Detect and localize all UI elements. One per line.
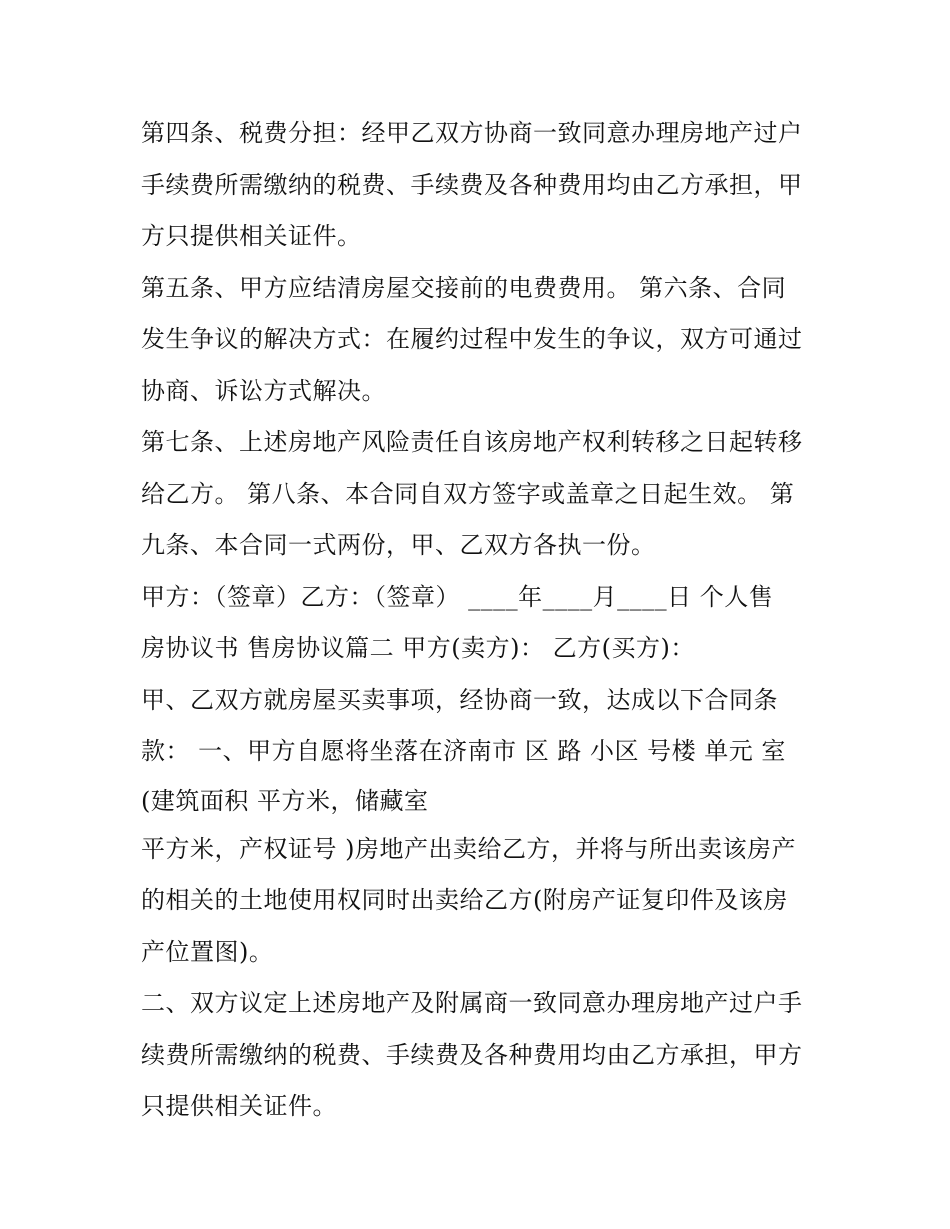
text-line: 续费所需缴纳的税费、手续费及各种费用均由乙方承担，甲方 [141, 1040, 803, 1069]
text-line: 平方米，产权证号 )房地产出卖给乙方，并将与所出卖该房产 [141, 834, 796, 863]
text-line: 的相关的土地使用权同时出卖给乙方(附房产证复印件及该房 [141, 886, 788, 914]
text-line: 协商、诉讼方式解决。 [141, 376, 386, 405]
text-line: 二、双方议定上述房地产及附属商一致同意办理房地产过户手 [141, 989, 803, 1017]
text-line: 九条、本合同一式两份，甲、乙双方各执一份。 [141, 531, 656, 559]
text-line: 给乙方。 第八条、本合同自双方签字或盖章之日起生效。 第 [141, 479, 795, 508]
text-line: 只提供相关证件。 [141, 1092, 337, 1120]
text-line: 房协议书 售房协议篇二 甲方(卖方)： 乙方(买方)： [141, 634, 695, 662]
text-line: 手续费所需缴纳的税费、手续费及各种费用均由乙方承担，甲 [141, 170, 803, 199]
text-line: 方只提供相关证件。 [141, 222, 362, 250]
text-line: (建筑面积 平方米，储藏室 [141, 786, 429, 815]
text-line: 第四条、税费分担：经甲乙双方协商一致同意办理房地产过户 [141, 119, 803, 147]
text-line: 甲方：（签章）乙方：（签章） ____年____月____日 个人售 [141, 582, 774, 611]
text-line: 发生争议的解决方式：在履约过程中发生的争议，双方可通过 [141, 325, 803, 353]
document-body [141, 108, 821, 1133]
text-line: 款： 一、甲方自愿将坐落在济南市 区 路 小区 号楼 单元 室 [141, 737, 786, 765]
text-line: 产位置图)。 [141, 937, 274, 966]
text-line: 第五条、甲方应结清房屋交接前的电费费用。 第六条、合同 [141, 273, 787, 302]
text-line: 甲、乙双方就房屋买卖事项，经协商一致，达成以下合同条 [141, 685, 778, 714]
text-line: 第七条、上述房地产风险责任自该房地产权利转移之日起转移 [141, 428, 803, 456]
